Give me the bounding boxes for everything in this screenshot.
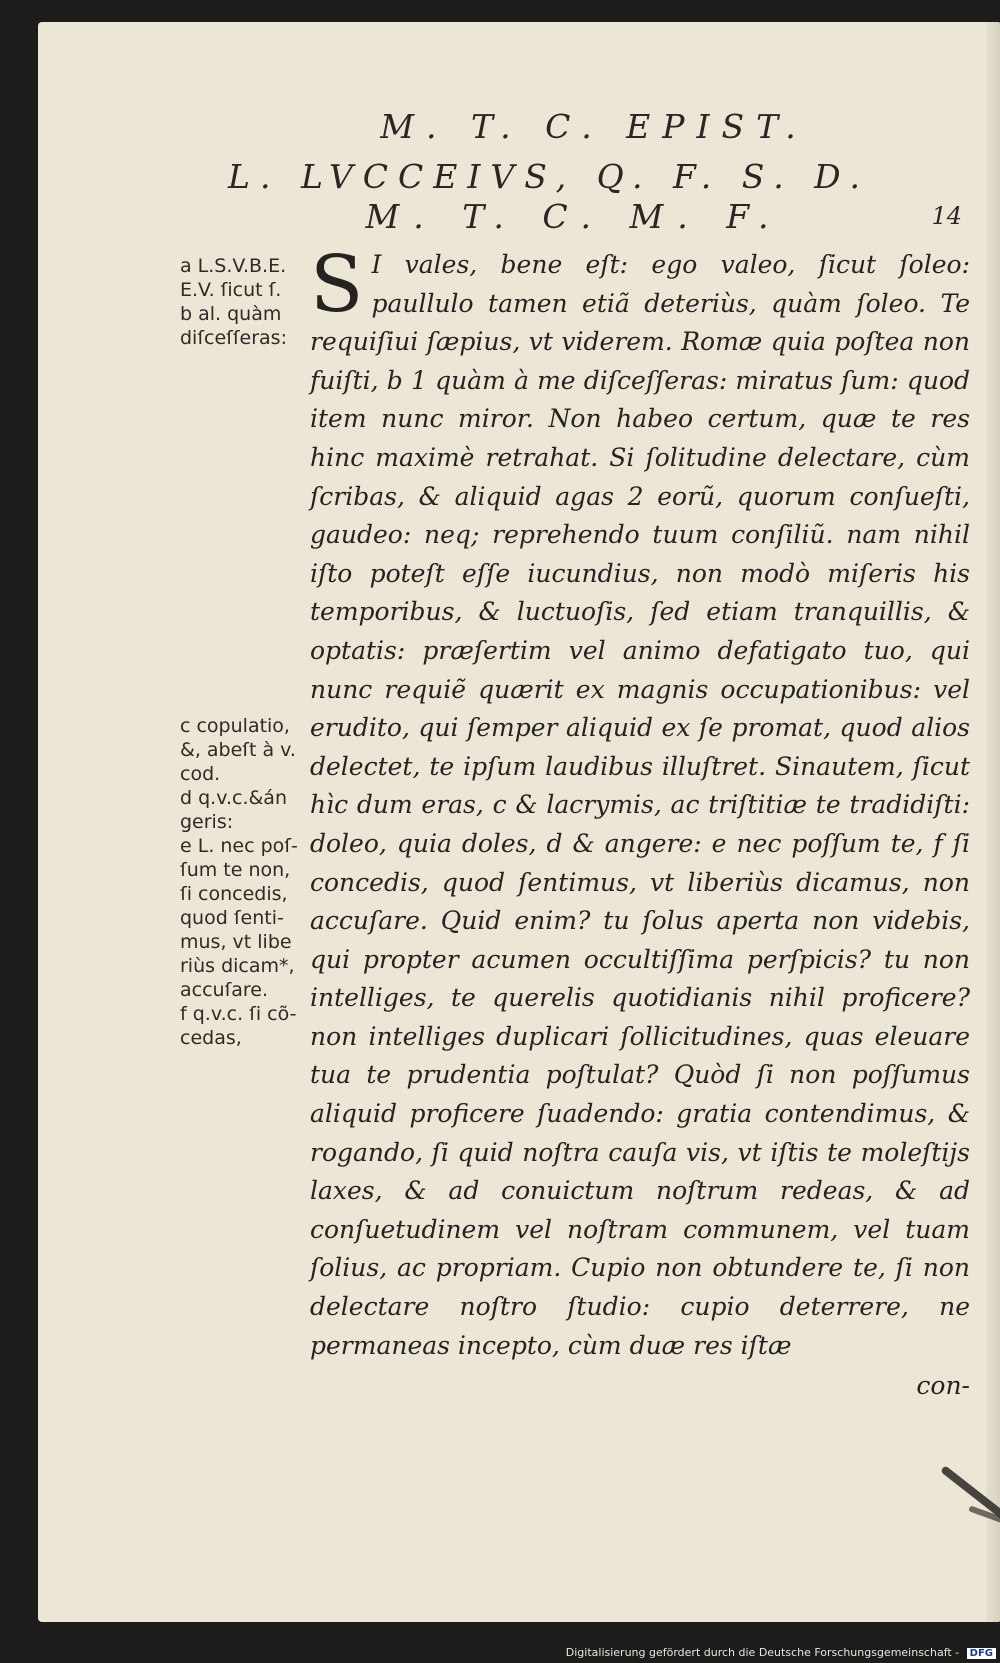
margin-note: ſum te non, xyxy=(180,859,291,881)
margin-note: b al. quàm xyxy=(180,303,282,325)
letter-heading: L. LVCCEIVS, Q. F. S. D. xyxy=(228,157,870,196)
letter-recipient: M. T. C. M. F. xyxy=(365,197,783,236)
margin-note: geris: xyxy=(180,811,234,833)
book-page xyxy=(38,22,1000,1622)
margin-note: quod ſenti- xyxy=(180,907,284,929)
margin-note: riùs dicam*, xyxy=(180,955,295,977)
page-edge xyxy=(986,22,1000,1622)
margin-note: e L. nec poſ- xyxy=(180,835,298,857)
margin-note: diſceſſeras: xyxy=(180,327,287,349)
dfg-logo: DFG xyxy=(967,1648,996,1659)
margin-notes-middle xyxy=(180,714,330,1050)
margin-note: ſi concedis, xyxy=(180,883,288,905)
margin-note: d q.v.c.&án xyxy=(180,787,287,809)
margin-note: E.V. ſicut ſ. xyxy=(180,279,282,301)
margin-note: c copulatio, xyxy=(180,715,290,737)
running-title: M. T. C. EPIST. xyxy=(380,107,808,146)
margin-note: cod. xyxy=(180,763,221,785)
margin-notes-top xyxy=(180,254,330,350)
catchword: con- xyxy=(916,1371,970,1401)
margin-note: cedas, xyxy=(180,1027,242,1049)
margin-note: mus, vt libe xyxy=(180,931,292,953)
drop-cap: S xyxy=(310,240,364,330)
folio-number: 14 xyxy=(931,202,962,230)
margin-note: accuſare. xyxy=(180,979,269,1001)
margin-note: a L.S.V.B.E. xyxy=(180,255,287,277)
margin-note: &, abeſt à v. xyxy=(180,739,296,761)
margin-note: f q.v.c. ſi cõ- xyxy=(180,1003,297,1025)
catchword-row xyxy=(310,1367,970,1406)
digitization-credit xyxy=(566,1646,996,1659)
letter-text: I vales, bene eſt: ego valeo, ſicut ſoleo: paullulo tamen etiã deteriùs, quàm ſoleo. Te requiſiui ſæpius, vt viderem. Romæ quia poſtea non fuiſti, b 1 quàm à me diſceſſeras: miratus ſum: quod item nunc miror. Non habeo certum, quæ te res hinc maximè retrahat. Si ſolitudine delectare, cùm ſcribas, & aliquid agas 2 eorũ, quorum conſueſti, gaudeo: neq; reprehendo tuum conſiliũ. nam nihil iſto poteſt eſſe iucundius, non modò miſeris his temporibus, & luctuoſis, ſed etiam tranquillis, & optatis: præſertim vel animo defatigato tuo, qui nunc requiẽ quærit ex magnis occupationibus: vel erudito, qui ſemper aliquid ex ſe promat, quod alios delectet, te ipſum laudibus illuſtret. Sinautem, ſicut hìc dum eras, c & lacrymis, ac triſtitiæ te tradidiſti: doleo, quia doles, d & angere: e nec poſſum te, f ſi concedis, quod ſentimus, vt liberiùs dicamus, non accuſare. Quid enim? tu ſolus aperta non videbis, qui propter acumen occultiſſima perſpicis? tu non intelliges, te querelis quotidianis nihil proficere? non intelliges duplicari ſollicitudines, quas eleuare tua te prudentia poſtulat? Quòd ſi non poſſumus aliquid proficere ſuadendo: gratia contendimus, & rogando, ſi quid noſtra cauſa vis, vt iſtis te moleſtijs laxes, & ad conuictum noſtrum redeas, & ad conſuetudinem vel noſtram communem, vel tuam ſolius, ac propriam. Cupio non obtundere te, ſi non delectare noſtro ſtudio: cupio deterrere, ne permaneas incepto, cùm duæ res iſtæ xyxy=(310,250,970,1360)
credit-text: Digitalisierung gefördert durch die Deutsche Forschungsgemeinschaft - xyxy=(565,1646,960,1659)
letter-body xyxy=(310,240,970,1406)
